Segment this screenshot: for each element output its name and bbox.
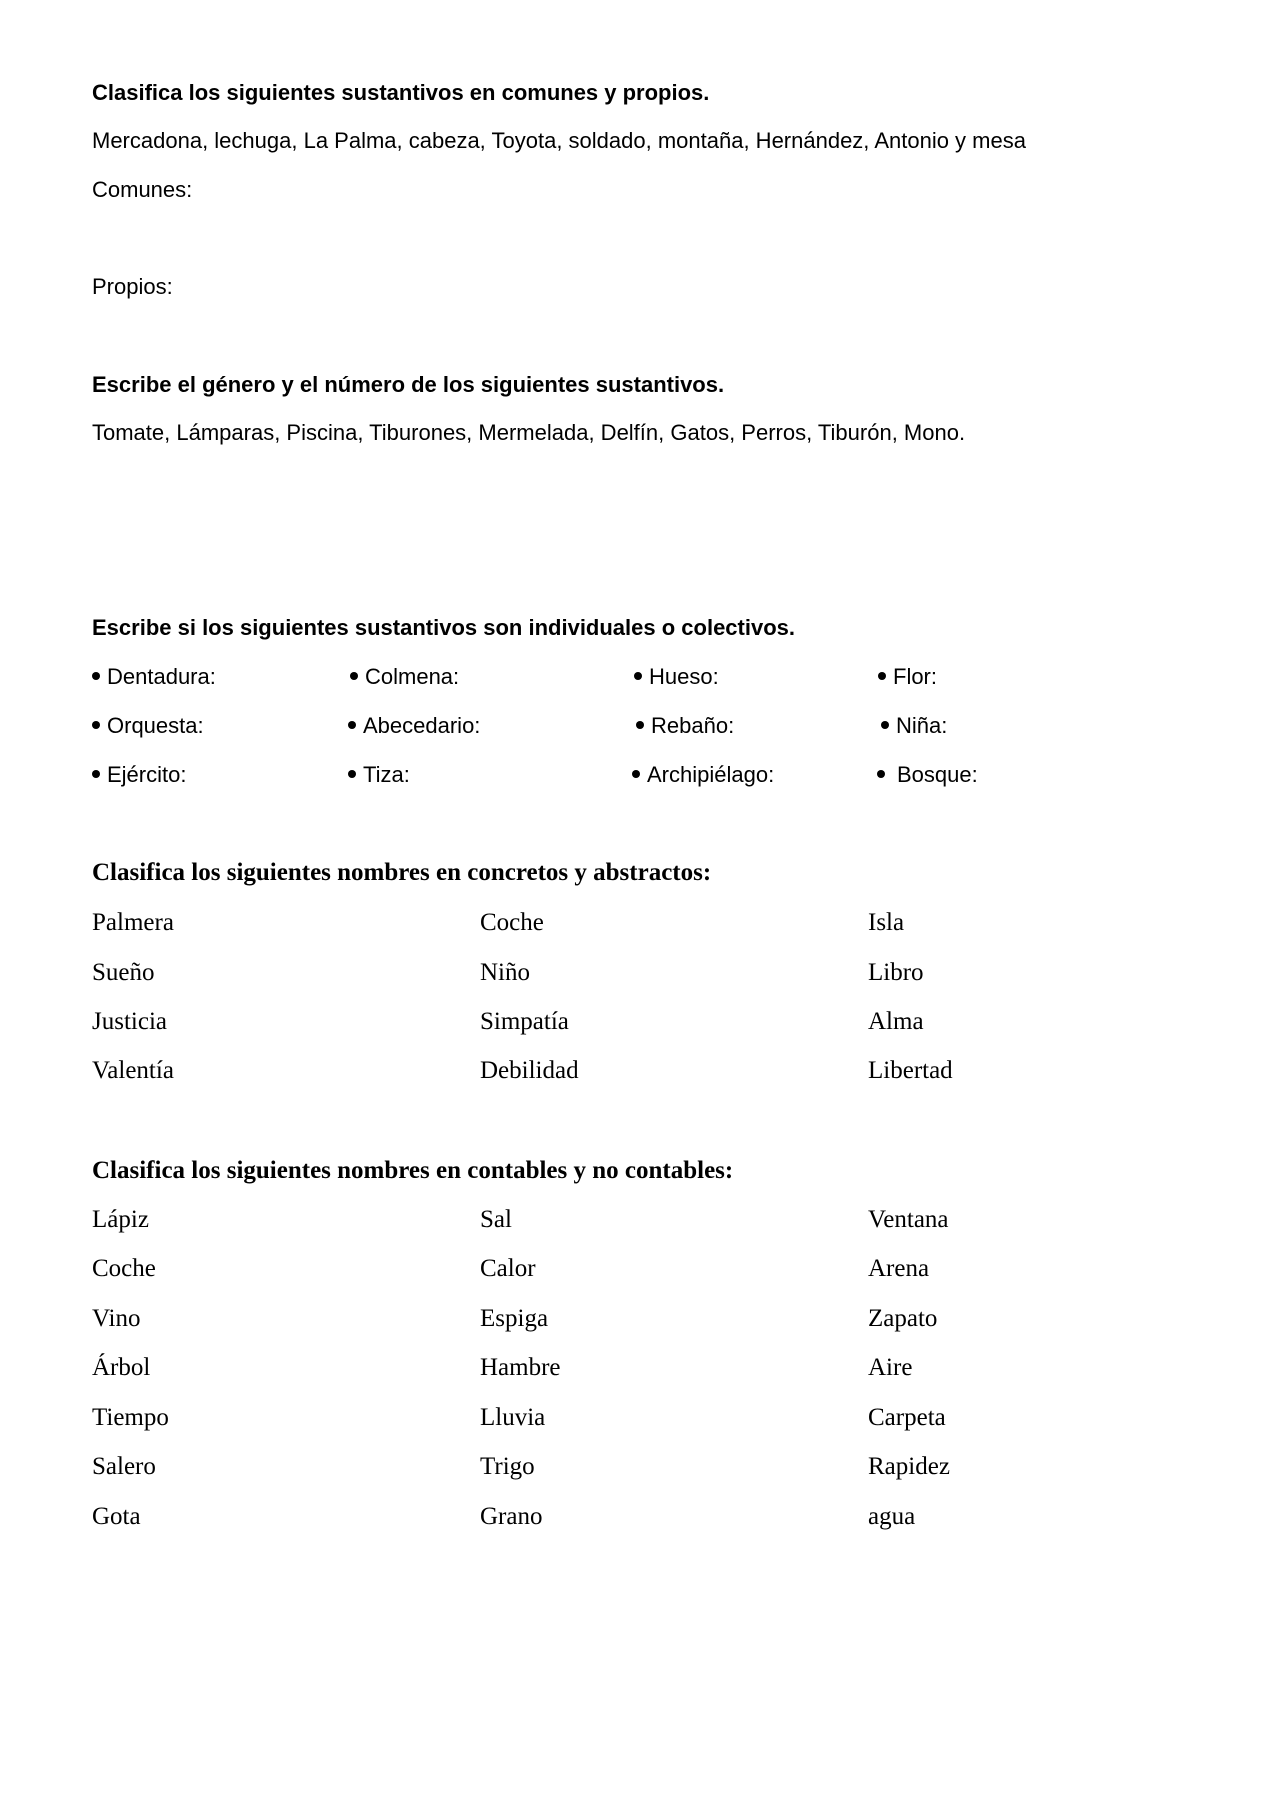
bullet-icon [348,721,356,729]
list-item: Rapidez [868,1453,950,1480]
bullet-item: Bosque: [877,762,978,788]
section3-title: Escribe si los siguientes sustantivos son individuales o colectivos. [92,615,796,640]
bullet-icon [636,721,644,729]
bullet-item: Tiza: [348,762,410,788]
list-item: Hambre [480,1354,561,1381]
section5-title: Clasifica los siguientes nombres en contables y no contables: [92,1157,734,1184]
list-item: Salero [92,1453,156,1480]
bullet-item: Flor: [878,664,937,690]
list-item: Calor [480,1255,536,1282]
bullet-icon [632,770,640,778]
bullet-item: Ejército: [92,762,186,788]
list-item: Lápiz [92,1206,149,1233]
bullet-icon [348,770,356,778]
bullet-item: Abecedario: [348,713,480,739]
list-item: Trigo [480,1453,535,1480]
list-item: Libertad [868,1057,953,1084]
list-item: Lluvia [480,1404,546,1431]
list-item: Carpeta [868,1404,946,1431]
bullet-item: Hueso: [634,664,719,690]
list-item: Espiga [480,1305,549,1332]
bullet-item: Niña: [881,713,947,739]
list-item: Árbol [92,1354,151,1381]
list-item: Sueño [92,959,155,986]
list-item: Ventana [868,1206,949,1233]
label-comunes: Comunes: [92,177,193,202]
list-item: Coche [92,1255,156,1282]
bullet-icon [92,721,100,729]
bullet-icon [634,672,642,680]
list-item: Isla [868,909,905,936]
bullet-item: Rebaño: [636,713,734,739]
bullet-item: Archipiélago: [632,762,774,788]
section1-words: Mercadona, lechuga, La Palma, cabeza, Toyota, soldado, montaña, Hernández, Antonio y mesa [92,128,1026,153]
bullet-item: Colmena: [350,664,459,690]
list-item: Simpatía [480,1008,569,1035]
list-item: agua [868,1503,916,1530]
bullet-icon [878,672,886,680]
list-item: Coche [480,909,544,936]
list-item: Vino [92,1305,141,1332]
list-item: Alma [868,1008,924,1035]
bullet-item: Dentadura: [92,664,216,690]
section2-title: Escribe el género y el número de los siguientes sustantivos. [92,372,725,397]
list-item: Arena [868,1255,930,1282]
section4-title: Clasifica los siguientes nombres en concretos y abstractos: [92,859,712,886]
list-item: Palmera [92,909,174,936]
list-item: Debilidad [480,1057,579,1084]
list-item: Aire [868,1354,913,1381]
list-item: Grano [480,1503,543,1530]
label-propios: Propios: [92,274,173,299]
bullet-icon [92,672,100,680]
list-item: Sal [480,1206,512,1233]
bullet-icon [350,672,358,680]
list-item: Zapato [868,1305,938,1332]
bullet-icon [877,770,885,778]
list-item: Tiempo [92,1404,169,1431]
list-item: Gota [92,1503,141,1530]
bullet-icon [92,770,100,778]
list-item: Niño [480,959,530,986]
section1-title: Clasifica los siguientes sustantivos en comunes y propios. [92,80,710,105]
bullet-item: Orquesta: [92,713,204,739]
bullet-icon [881,721,889,729]
list-item: Justicia [92,1008,167,1035]
section2-words: Tomate, Lámparas, Piscina, Tiburones, Mermelada, Delfín, Gatos, Perros, Tiburón, Mono. [92,420,966,445]
list-item: Libro [868,959,924,986]
list-item: Valentía [92,1057,174,1084]
